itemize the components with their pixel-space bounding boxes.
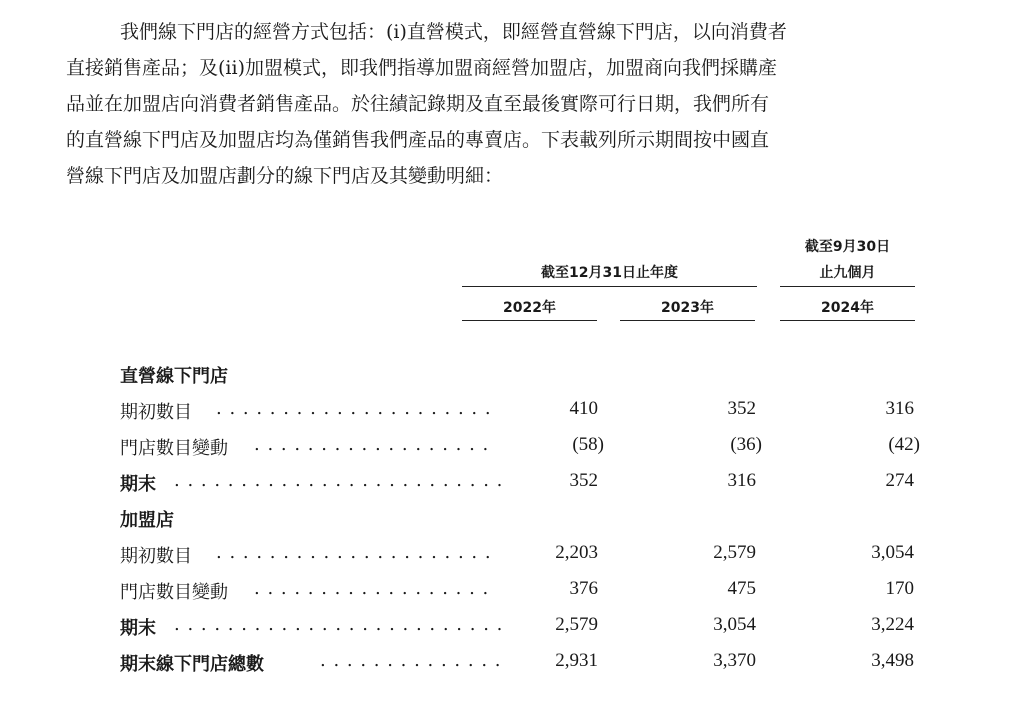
paragraph-line: 我們線下門店的經營方式包括：(i)直營模式，即經營直營線下門店，以向消費者 <box>120 21 787 43</box>
header-rule-years <box>462 286 757 287</box>
cell-value: 2,203 <box>555 542 598 563</box>
column-header-2023: 2023年 <box>661 300 714 316</box>
cell-value: 352 <box>727 398 756 419</box>
cell-value: 410 <box>569 398 598 419</box>
section-title-franchise-stores: 加盟店 <box>120 510 174 531</box>
cell-value: 352 <box>569 470 598 491</box>
intro-paragraph <box>66 14 926 194</box>
cell-value: 316 <box>727 470 756 491</box>
cell-value: 316 <box>885 398 914 419</box>
paragraph-line: 品並在加盟店向消費者銷售產品。於往績記錄期及直至最後實際可行日期，我們所有 <box>66 93 770 115</box>
header-nine-months-line2: 止九個月 <box>819 265 876 281</box>
cell-value: (42) <box>888 434 920 455</box>
header-nine-months-line1: 截至9月30日 <box>804 239 891 255</box>
column-rule-2022 <box>462 320 597 321</box>
header-rule-nine-months <box>780 286 915 287</box>
cell-value: (58) <box>572 434 604 455</box>
paragraph-line: 直接銷售產品；及(ii)加盟模式，即我們指導加盟商經營加盟店，加盟商向我們採購產 <box>66 57 777 79</box>
cell-value: 2,579 <box>555 614 598 635</box>
paragraph-line: 的直營線下門店及加盟店均為僅銷售我們產品的專賣店。下表載列所示期間按中國直 <box>66 129 770 151</box>
cell-value: 2,931 <box>555 650 598 671</box>
column-rule-2024 <box>780 320 915 321</box>
header-year-ended: 截至12月31日止年度 <box>541 265 678 281</box>
section-title-direct-stores: 直營線下門店 <box>120 366 228 387</box>
cell-value: 3,224 <box>871 614 914 635</box>
cell-value: 3,054 <box>871 542 914 563</box>
row-label: 門店數目變動 . . . . . . . . . . . . . . . . . . <box>120 578 490 603</box>
row-label: 期初數目 . . . . . . . . . . . . . . . . . . . . . <box>120 542 492 567</box>
column-rule-2023 <box>620 320 755 321</box>
cell-value: 170 <box>885 578 914 599</box>
cell-value: 2,579 <box>713 542 756 563</box>
paragraph-line: 營線下門店及加盟店劃分的線下門店及其變動明細： <box>66 165 504 187</box>
row-label: 期末 . . . . . . . . . . . . . . . . . . . . . . . . . <box>120 470 504 495</box>
column-header-2024: 2024年 <box>821 300 874 316</box>
row-label: 期末線下門店總數 . . . . . . . . . . . . . . <box>120 650 502 675</box>
row-label: 期初數目 . . . . . . . . . . . . . . . . . . . . . <box>120 398 492 423</box>
cell-value: 274 <box>885 470 914 491</box>
cell-value: 3,370 <box>713 650 756 671</box>
column-header-2022: 2022年 <box>503 300 556 316</box>
cell-value: 475 <box>727 578 756 599</box>
cell-value: 3,054 <box>713 614 756 635</box>
row-label: 期末 . . . . . . . . . . . . . . . . . . . . . . . . . <box>120 614 504 639</box>
row-label: 門店數目變動 . . . . . . . . . . . . . . . . . . <box>120 434 490 459</box>
cell-value: (36) <box>730 434 762 455</box>
cell-value: 3,498 <box>871 650 914 671</box>
cell-value: 376 <box>569 578 598 599</box>
